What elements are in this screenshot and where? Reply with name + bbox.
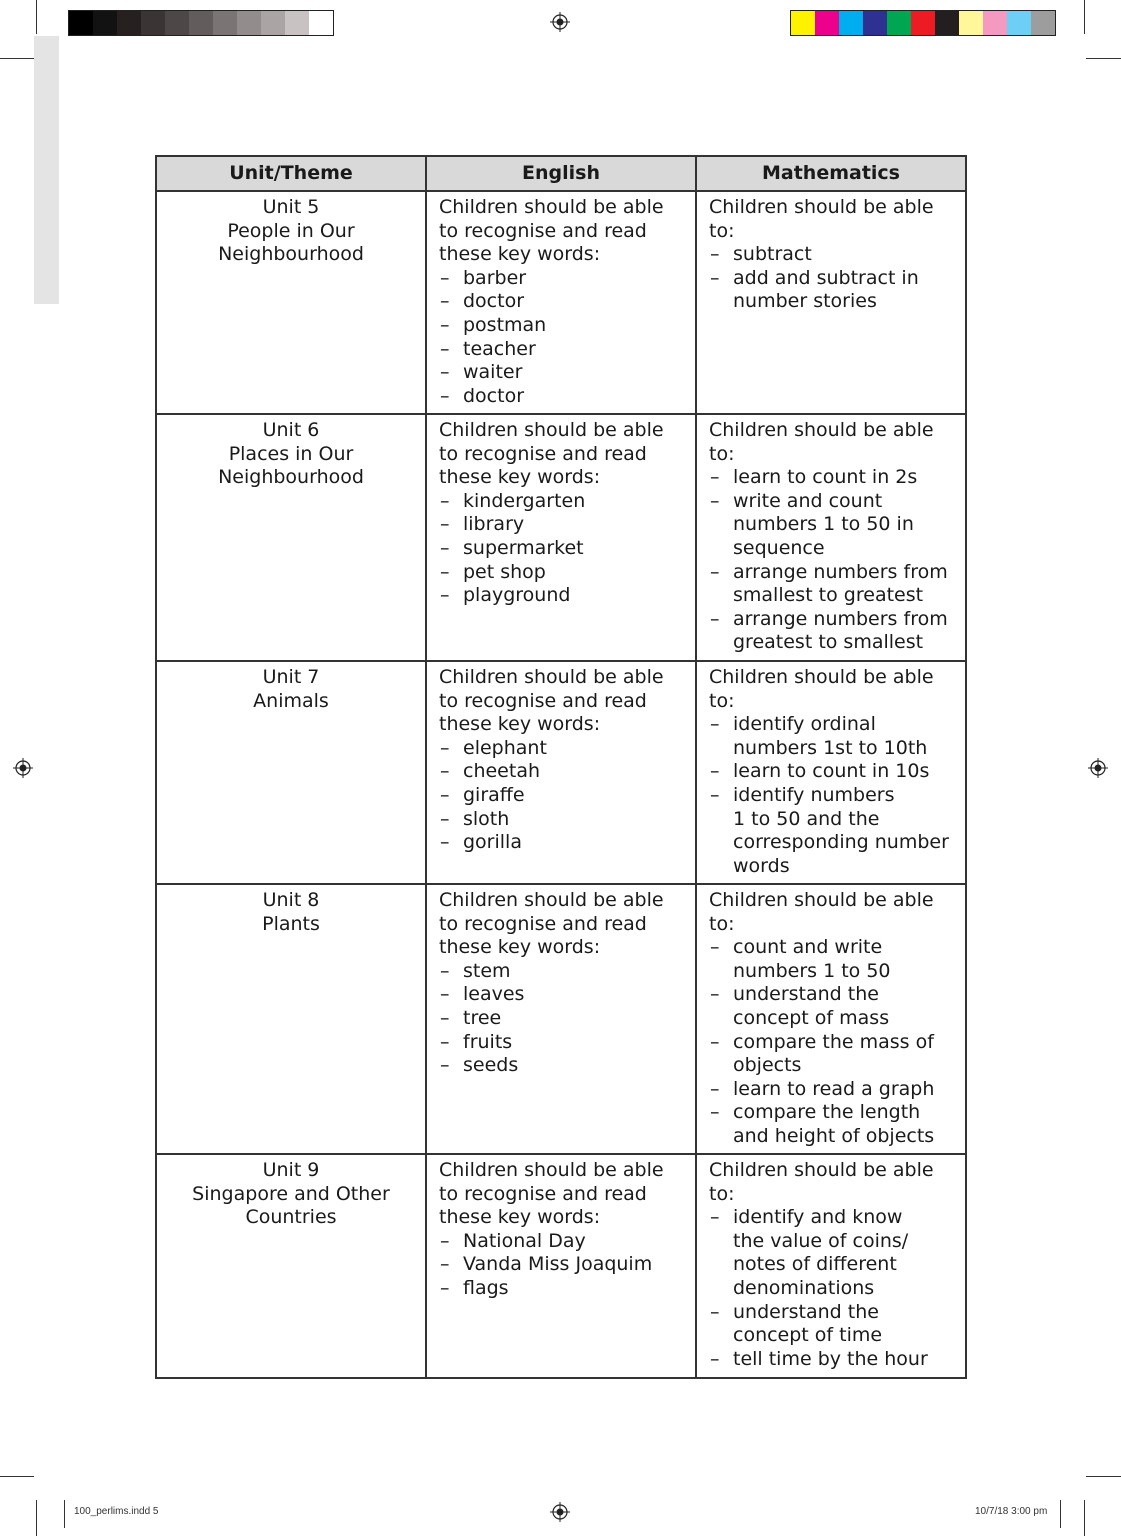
math-objective-line: denominations bbox=[733, 1276, 875, 1299]
color-swatch bbox=[983, 11, 1007, 35]
color-swatch bbox=[285, 11, 309, 35]
color-swatch bbox=[911, 11, 935, 35]
crop-mark bbox=[1086, 58, 1121, 59]
slug-filename: 100_perlims.indd 5 bbox=[74, 1506, 159, 1517]
math-objective-line: – arrange numbers from bbox=[733, 560, 948, 583]
process-color-bar bbox=[790, 10, 1056, 36]
unit-theme-line: Neighbourhood bbox=[218, 466, 364, 489]
unit-number: Unit 7 bbox=[262, 666, 320, 688]
math-objective-item bbox=[709, 490, 953, 561]
math-objective-line: – learn to read a graph bbox=[733, 1077, 935, 1100]
key-word-list bbox=[439, 737, 683, 855]
math-objective-item bbox=[709, 267, 953, 314]
math-objective-line: – learn to count in 10s bbox=[733, 760, 930, 783]
grayscale-color-bar bbox=[68, 10, 334, 36]
english-intro-line: these key words: bbox=[439, 243, 601, 266]
math-objective-line: – compare the length bbox=[733, 1101, 921, 1124]
unit-theme-line: Animals bbox=[253, 689, 329, 712]
math-objective-line: – identify and know bbox=[733, 1206, 903, 1229]
math-objective-line: – understand the bbox=[733, 1300, 879, 1323]
key-word-item: – cheetah bbox=[439, 760, 683, 784]
crop-mark bbox=[0, 58, 34, 59]
math-objective-line: – compare the mass of bbox=[733, 1030, 934, 1053]
math-objective-line: words bbox=[733, 854, 790, 877]
math-objective-item bbox=[709, 1301, 953, 1348]
key-word-item: – playground bbox=[439, 584, 683, 608]
math-objective-item bbox=[709, 1206, 953, 1300]
math-objective-line: – write and count bbox=[733, 489, 883, 512]
slug-divider bbox=[1060, 1500, 1061, 1528]
crop-mark bbox=[0, 1476, 34, 1477]
math-objective-line: concept of time bbox=[733, 1324, 883, 1347]
unit-theme-line: Singapore and Other bbox=[192, 1182, 390, 1205]
color-swatch bbox=[791, 11, 815, 35]
registration-mark-icon bbox=[13, 758, 33, 778]
english-intro-line: these key words: bbox=[439, 713, 601, 736]
math-objective-line: sequence bbox=[733, 536, 825, 559]
english-intro-line: to recognise and read bbox=[439, 689, 647, 712]
color-swatch bbox=[189, 11, 213, 35]
math-objective-line: objects bbox=[733, 1054, 802, 1077]
header-unit-theme: Unit/Theme bbox=[156, 156, 426, 191]
color-swatch bbox=[69, 11, 93, 35]
math-objective-line: and height of objects bbox=[733, 1124, 935, 1147]
mathematics-cell bbox=[696, 191, 966, 414]
header-mathematics: Mathematics bbox=[696, 156, 966, 191]
english-intro-line: Children should be able bbox=[439, 419, 664, 441]
math-objective-list bbox=[709, 1206, 953, 1371]
math-intro-line: to: bbox=[709, 912, 735, 935]
math-intro-line: to: bbox=[709, 219, 735, 242]
english-intro-line: to recognise and read bbox=[439, 1182, 647, 1205]
unit-theme-line: Countries bbox=[245, 1206, 337, 1229]
math-objective-list bbox=[709, 713, 953, 878]
key-word-item: – supermarket bbox=[439, 537, 683, 561]
english-cell bbox=[426, 884, 696, 1154]
header-english: English bbox=[426, 156, 696, 191]
color-swatch bbox=[1031, 11, 1055, 35]
math-objective-item bbox=[709, 784, 953, 878]
color-swatch bbox=[935, 11, 959, 35]
math-objective-line: – tell time by the hour bbox=[733, 1347, 928, 1370]
key-word-list bbox=[439, 267, 683, 409]
math-objective-line: – subtract bbox=[733, 243, 812, 266]
mathematics-cell bbox=[696, 884, 966, 1154]
key-word-item: – seeds bbox=[439, 1054, 683, 1078]
english-intro-line: Children should be able bbox=[439, 666, 664, 688]
crop-mark bbox=[1084, 0, 1085, 34]
key-word-item: – Vanda Miss Joaquim bbox=[439, 1253, 683, 1277]
unit-theme-cell bbox=[156, 191, 426, 414]
english-cell bbox=[426, 1154, 696, 1378]
color-swatch bbox=[1007, 11, 1031, 35]
english-cell bbox=[426, 661, 696, 884]
mathematics-cell bbox=[696, 1154, 966, 1378]
unit-theme-line: Neighbourhood bbox=[218, 243, 364, 266]
english-cell bbox=[426, 191, 696, 414]
color-swatch bbox=[237, 11, 261, 35]
math-intro-line: to: bbox=[709, 442, 735, 465]
key-word-item: – postman bbox=[439, 314, 683, 338]
math-objective-line: concept of mass bbox=[733, 1006, 890, 1029]
math-objective-item bbox=[709, 936, 953, 983]
key-word-list bbox=[439, 490, 683, 608]
unit-number: Unit 5 bbox=[262, 196, 320, 218]
key-word-list bbox=[439, 960, 683, 1078]
color-swatch bbox=[165, 11, 189, 35]
english-intro-line: to recognise and read bbox=[439, 219, 647, 242]
math-intro-line: Children should be able bbox=[709, 419, 934, 441]
math-objective-line: – identify numbers bbox=[733, 783, 895, 806]
key-word-item: – doctor bbox=[439, 290, 683, 314]
unit-theme-cell bbox=[156, 414, 426, 661]
unit-theme-line: People in Our bbox=[227, 219, 355, 242]
math-intro-line: to: bbox=[709, 1182, 735, 1205]
key-word-item: – National Day bbox=[439, 1230, 683, 1254]
math-objective-item bbox=[709, 243, 953, 267]
key-word-item: – doctor bbox=[439, 385, 683, 409]
table-row bbox=[156, 191, 966, 414]
key-word-item: – giraffe bbox=[439, 784, 683, 808]
color-swatch bbox=[213, 11, 237, 35]
color-swatch bbox=[839, 11, 863, 35]
key-word-item: – elephant bbox=[439, 737, 683, 761]
math-objective-line: number stories bbox=[733, 290, 877, 313]
table-header-row bbox=[156, 156, 966, 191]
table-row bbox=[156, 414, 966, 661]
english-intro-line: these key words: bbox=[439, 936, 601, 959]
key-word-item: – leaves bbox=[439, 983, 683, 1007]
table-row bbox=[156, 661, 966, 884]
registration-mark-icon bbox=[1088, 758, 1108, 778]
unit-theme-cell bbox=[156, 1154, 426, 1378]
math-objective-line: numbers 1 to 50 in bbox=[733, 513, 914, 536]
math-intro-line: Children should be able bbox=[709, 196, 934, 218]
math-objective-item bbox=[709, 608, 953, 655]
key-word-item: – gorilla bbox=[439, 831, 683, 855]
key-word-item: – tree bbox=[439, 1007, 683, 1031]
key-word-item: – sloth bbox=[439, 808, 683, 832]
key-word-item: – waiter bbox=[439, 361, 683, 385]
math-objective-list bbox=[709, 936, 953, 1148]
key-word-item: – library bbox=[439, 513, 683, 537]
color-swatch bbox=[309, 11, 333, 35]
english-intro-line: these key words: bbox=[439, 466, 601, 489]
color-swatch bbox=[815, 11, 839, 35]
registration-mark-icon bbox=[550, 1502, 570, 1522]
math-objective-line: smallest to greatest bbox=[733, 584, 924, 607]
crop-mark bbox=[36, 0, 37, 34]
math-objective-item bbox=[709, 1101, 953, 1148]
math-objective-item bbox=[709, 983, 953, 1030]
math-objective-list bbox=[709, 243, 953, 314]
mathematics-cell bbox=[696, 661, 966, 884]
key-word-item: – fruits bbox=[439, 1031, 683, 1055]
english-intro-line: Children should be able bbox=[439, 889, 664, 911]
crop-mark bbox=[1084, 1500, 1085, 1536]
table-row bbox=[156, 884, 966, 1154]
math-intro-line: to: bbox=[709, 689, 735, 712]
math-intro-line: Children should be able bbox=[709, 889, 934, 911]
math-objective-item bbox=[709, 1031, 953, 1078]
color-swatch bbox=[93, 11, 117, 35]
curriculum-table bbox=[155, 155, 967, 1379]
english-intro-line: Children should be able bbox=[439, 1159, 664, 1181]
slug-timestamp: 10/7/18 3:00 pm bbox=[975, 1506, 1048, 1517]
color-swatch bbox=[117, 11, 141, 35]
key-word-item: – flags bbox=[439, 1277, 683, 1301]
math-objective-line: notes of different bbox=[733, 1253, 897, 1276]
math-intro-line: Children should be able bbox=[709, 1159, 934, 1181]
key-word-item: – teacher bbox=[439, 338, 683, 362]
math-objective-line: – learn to count in 2s bbox=[733, 466, 918, 489]
unit-theme-line: Plants bbox=[262, 912, 320, 935]
key-word-item: – barber bbox=[439, 267, 683, 291]
math-objective-item bbox=[709, 466, 953, 490]
unit-theme-line: Places in Our bbox=[228, 442, 354, 465]
math-objective-line: 1 to 50 and the bbox=[733, 807, 880, 830]
english-intro-line: to recognise and read bbox=[439, 912, 647, 935]
registration-mark-icon bbox=[550, 12, 570, 32]
unit-theme-cell bbox=[156, 884, 426, 1154]
english-cell bbox=[426, 414, 696, 661]
math-objective-list bbox=[709, 466, 953, 655]
color-swatch bbox=[863, 11, 887, 35]
key-word-item: – pet shop bbox=[439, 561, 683, 585]
english-intro-line: these key words: bbox=[439, 1206, 601, 1229]
math-objective-line: numbers 1 to 50 bbox=[733, 959, 891, 982]
crop-mark bbox=[36, 1500, 37, 1536]
math-objective-line: greatest to smallest bbox=[733, 631, 924, 654]
table-row bbox=[156, 1154, 966, 1378]
math-objective-line: – add and subtract in bbox=[733, 266, 919, 289]
unit-theme-cell bbox=[156, 661, 426, 884]
math-objective-line: – arrange numbers from bbox=[733, 607, 948, 630]
print-gray-bar bbox=[34, 36, 59, 304]
color-swatch bbox=[959, 11, 983, 35]
color-swatch bbox=[261, 11, 285, 35]
math-objective-line: – count and write bbox=[733, 936, 883, 959]
math-objective-item bbox=[709, 1078, 953, 1102]
unit-number: Unit 8 bbox=[262, 889, 320, 911]
english-intro-line: Children should be able bbox=[439, 196, 664, 218]
key-word-item: – kindergarten bbox=[439, 490, 683, 514]
math-objective-item bbox=[709, 561, 953, 608]
key-word-list bbox=[439, 1230, 683, 1301]
key-word-item: – stem bbox=[439, 960, 683, 984]
math-intro-line: Children should be able bbox=[709, 666, 934, 688]
color-swatch bbox=[141, 11, 165, 35]
math-objective-item bbox=[709, 713, 953, 760]
unit-number: Unit 9 bbox=[262, 1159, 320, 1181]
math-objective-line: the value of coins/ bbox=[733, 1229, 909, 1252]
math-objective-line: numbers 1st to 10th bbox=[733, 736, 928, 759]
crop-mark bbox=[1086, 1476, 1121, 1477]
math-objective-line: – understand the bbox=[733, 983, 879, 1006]
slug-divider bbox=[64, 1500, 65, 1528]
color-swatch bbox=[887, 11, 911, 35]
math-objective-line: – identify ordinal bbox=[733, 713, 876, 736]
english-intro-line: to recognise and read bbox=[439, 442, 647, 465]
mathematics-cell bbox=[696, 414, 966, 661]
math-objective-item bbox=[709, 760, 953, 784]
math-objective-item bbox=[709, 1348, 953, 1372]
math-objective-line: corresponding number bbox=[733, 831, 949, 854]
unit-number: Unit 6 bbox=[262, 419, 320, 441]
